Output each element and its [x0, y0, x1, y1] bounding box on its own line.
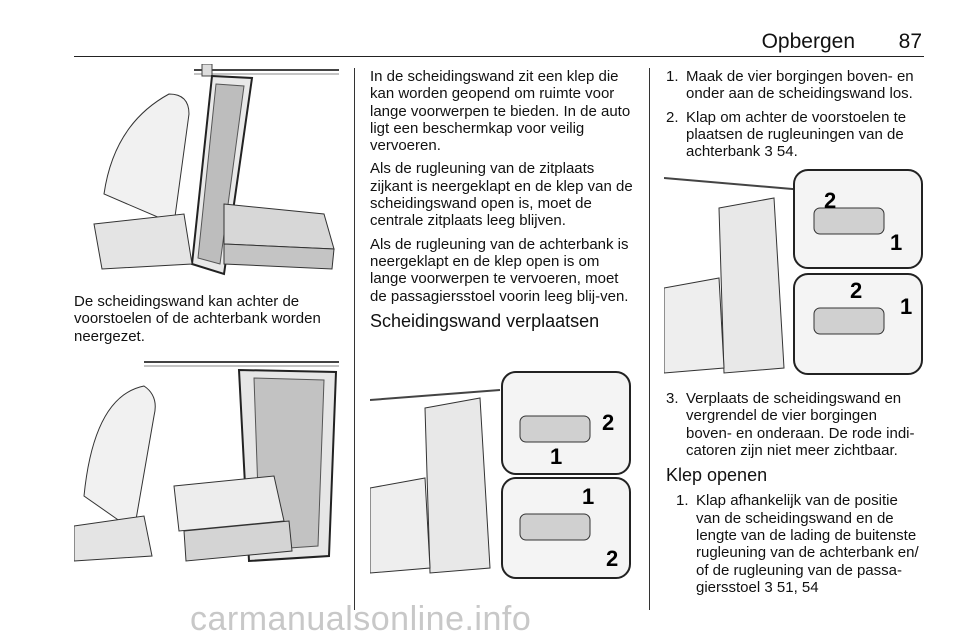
callout-b2: 2 — [850, 278, 863, 303]
partition-behind-front-illustration — [74, 356, 339, 566]
steps-list-continued — [666, 390, 926, 459]
page-number: 87 — [898, 30, 922, 53]
heading-open-flap: Klep openen — [666, 465, 768, 486]
sub-steps-list — [676, 492, 926, 596]
caption-paragraph: De scheidingswand kan achter de voorstoelen of de achterbank worden neergezet. — [74, 293, 321, 345]
callout-2: 2 — [602, 410, 615, 435]
sub-step-1: 1. Klap afhankelijk van de positie van de scheidingswand en de lengte van de lading de buitenste rugleuning van de achterbank en/ of de rugleuning van de passa-giersstoel 3 51, 54 — [676, 492, 919, 596]
column-divider-1 — [354, 68, 355, 610]
column-2 — [370, 68, 635, 338]
callout-1b: 1 — [582, 484, 595, 509]
partition-behind-rear-illustration — [74, 64, 339, 279]
paragraph-passenger-seat: Als de rugleuning van de achterbank is neergeklapt en de klep open is om lange voorwerpen te vervoeren, moet de passagiersstoel voorin leeg blij-ven. — [370, 235, 629, 305]
paragraph-flap: In de scheidingswand zit een klep die kan worden geopend om ruimte voor lange voorwerpen te bieden. In de auto ligt een beschermkap voor veilig vervoeren. — [370, 68, 631, 155]
step-1: 1. Maak de vier borgingen boven- en onder aan de scheidingswand los. — [666, 68, 914, 103]
column-3-lower — [666, 390, 926, 602]
step-2: 2. Klap om achter de voorstoelen te plaatsen de rugleuningen van de achterbank 3 54. — [666, 108, 907, 161]
page-ref[interactable]: 51, 54 — [776, 578, 819, 596]
page-ref-arrow-icon: 3 — [764, 143, 773, 161]
callout-b1: 1 — [900, 294, 913, 319]
page-ref[interactable]: 54. — [776, 143, 798, 161]
callout-2b: 2 — [606, 546, 619, 571]
steps-list — [666, 68, 926, 160]
callout-1: 1 — [550, 444, 563, 469]
section-title: Opbergen — [761, 30, 855, 53]
watermark: carmanualsonline.info — [190, 600, 532, 638]
partition-locks-illustration — [370, 368, 632, 580]
header-rule — [74, 56, 924, 57]
callout-a1: 1 — [890, 230, 903, 255]
paragraph-center-seat: Als de rugleuning van de zitplaats zijkant is neergeklapt en de klep van de scheidingswand open is, moet de centrale zitplaats leeg blijven. — [370, 160, 633, 230]
column-1 — [74, 293, 344, 351]
page-ref-arrow-icon: 3 — [764, 578, 773, 596]
column-3 — [666, 68, 926, 166]
heading-move-partition: Scheidingswand verplaatsen — [370, 310, 600, 331]
callout-a2: 2 — [824, 188, 837, 213]
step-3: 3. Verplaats de scheidingswand en vergrendel de vier borgingen boven- en onderaan. De rode indi-catoren zijn niet meer zichtbaar. — [666, 390, 915, 459]
column-divider-2 — [649, 68, 650, 610]
backrest-locks-illustration — [664, 168, 926, 376]
